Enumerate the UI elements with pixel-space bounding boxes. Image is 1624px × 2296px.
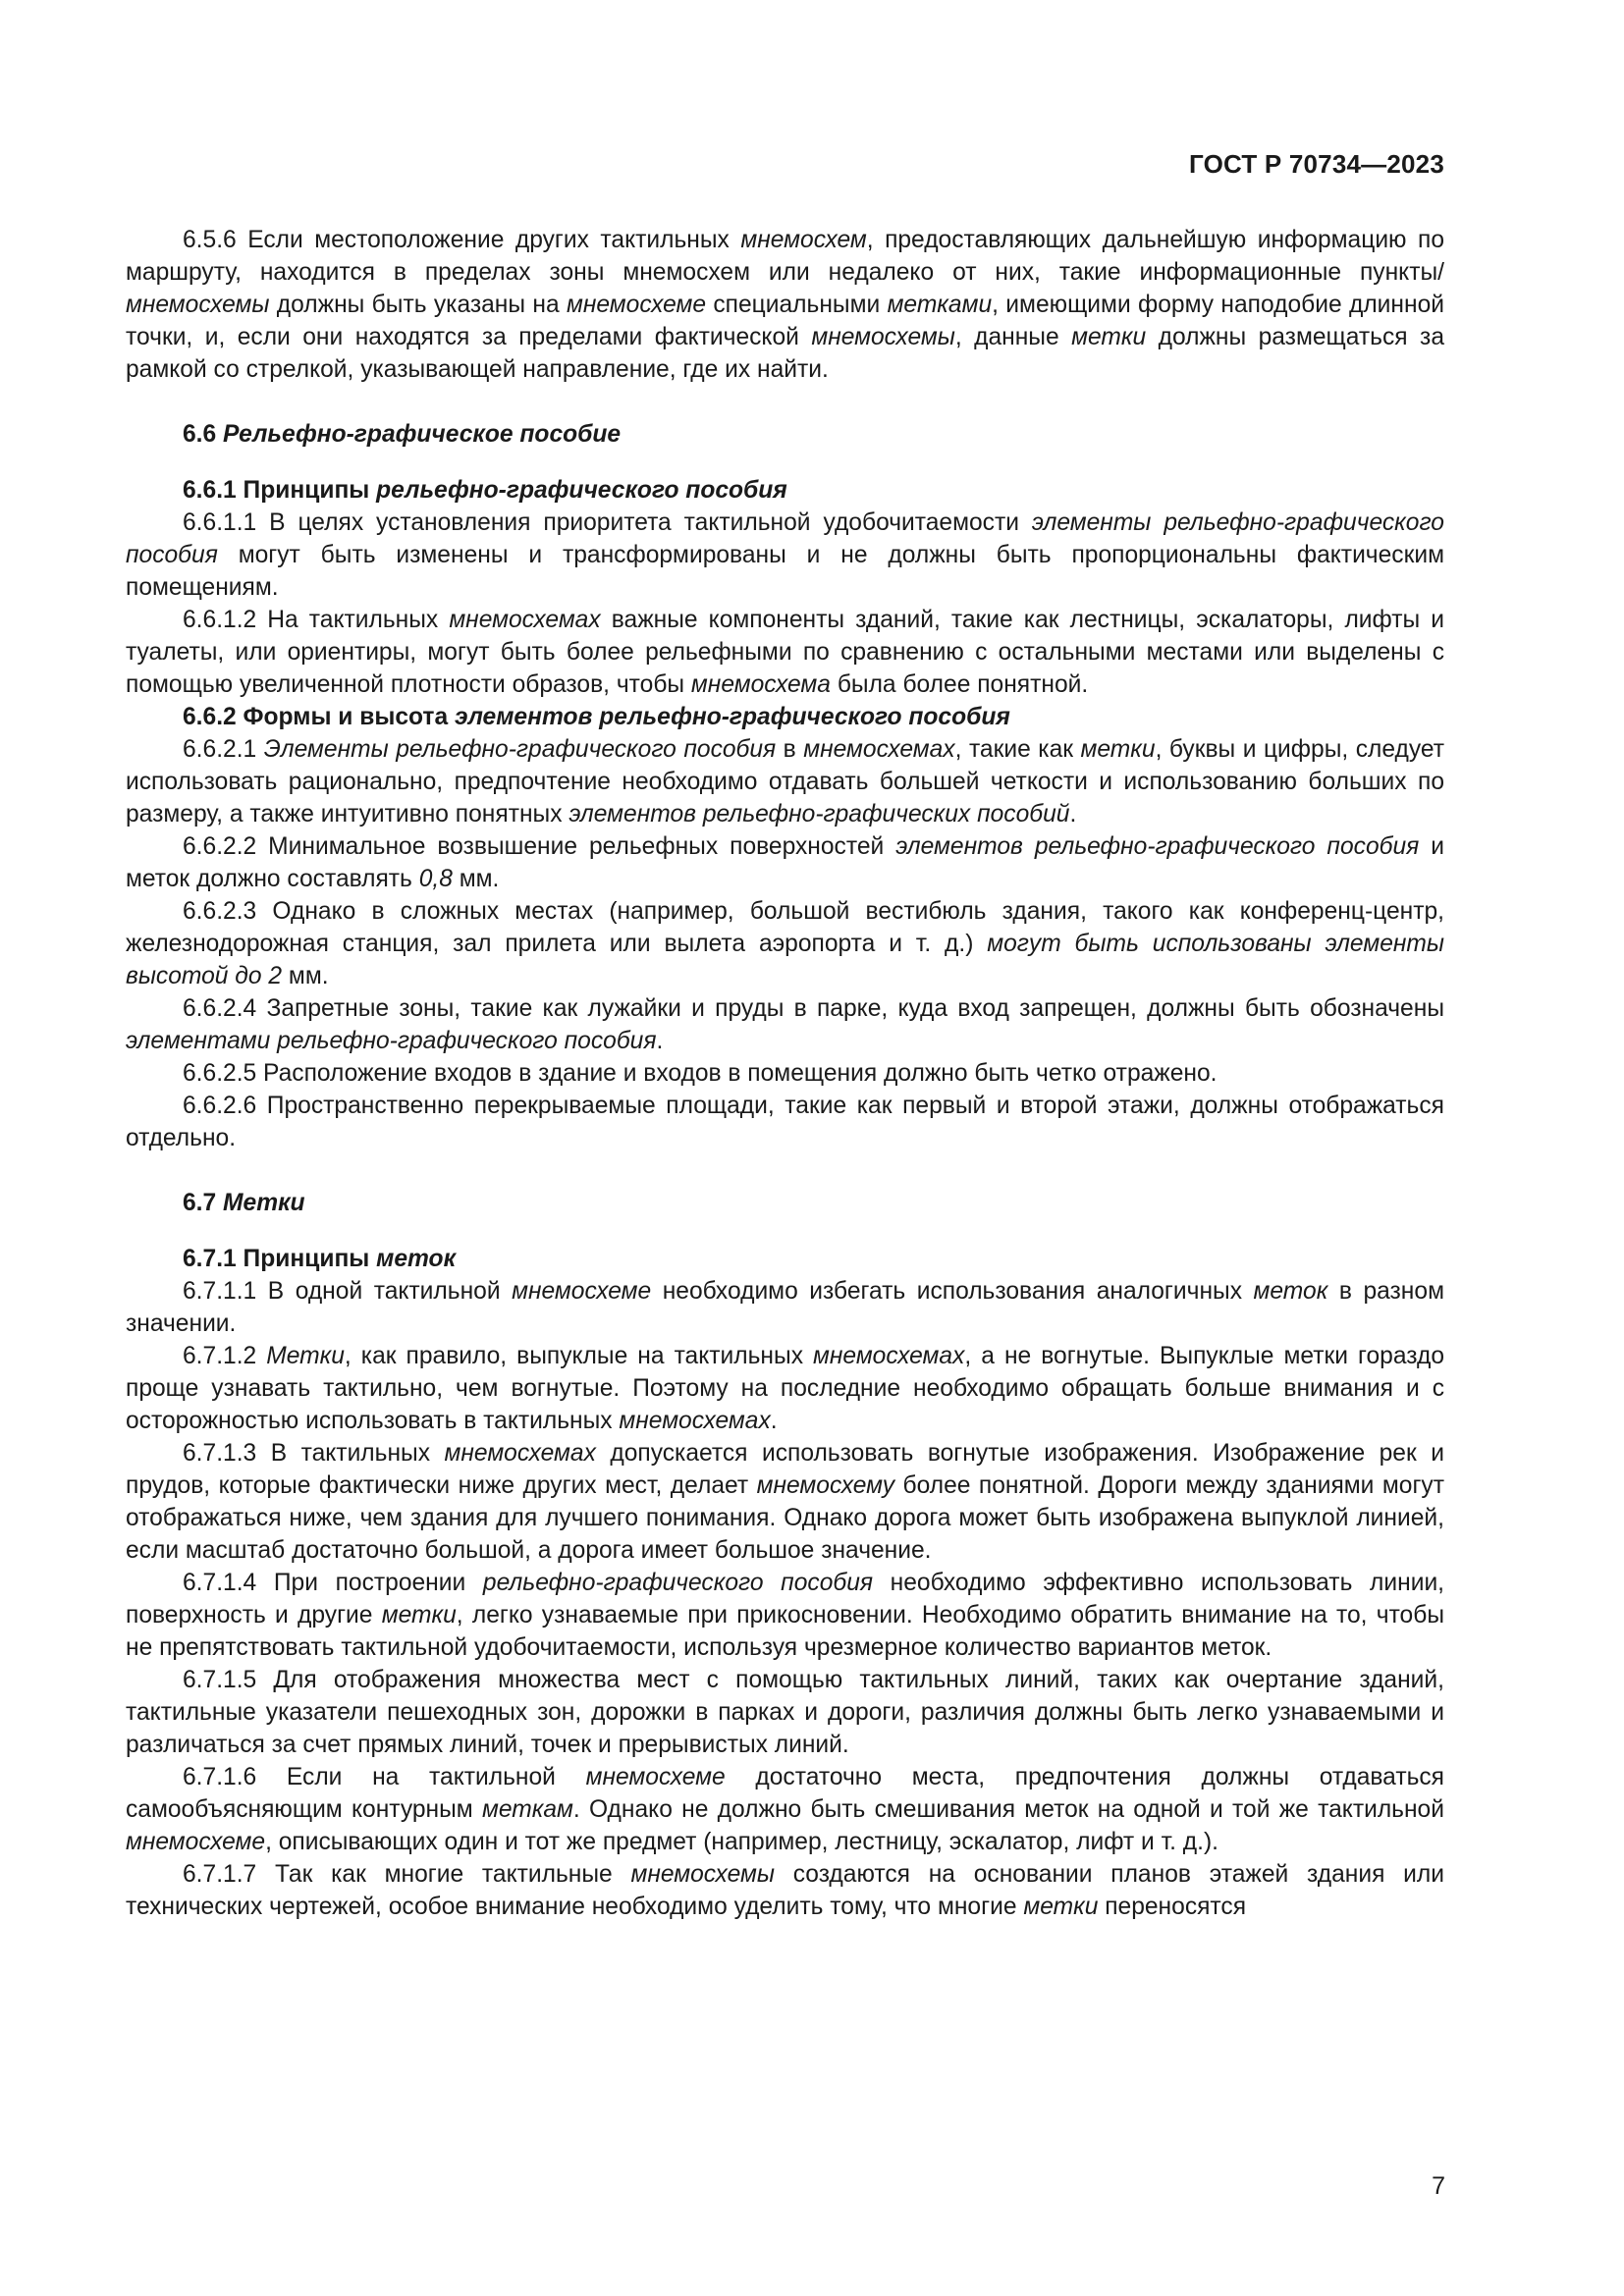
- paragraph-6-6-2-4: 6.6.2.4 Запретные зоны, такие как лужайки и пруды в парке, куда вход запрещен, должны быть обозначены элементами рельефно-графического пособия.: [126, 995, 1444, 1054]
- paragraph-6-7-1-6: 6.7.1.6 Если на тактильной мнемосхеме достаточно места, предпочтения должны отдаваться самообъясняющим контурным меткам. Однако не должно быть смешивания меток на одной и той же тактильной мнемосхеме, описывающих один и тот же предмет (например, лестницу, эскалатор, лифт и т. д.).: [126, 1764, 1445, 1855]
- paragraph-6-7-1-2: 6.7.1.2 Метки, как правило, выпуклые на тактильных мнемосхемах, а не вогнутые. Выпуклые метки гораздо проще узнавать тактильно, чем вогнутые. Поэтому на последние необходимо обращать больше внимания и с осторожностью использовать в тактильных мнемосхемах.: [126, 1343, 1444, 1434]
- document-body: [126, 224, 1444, 1923]
- subsection-heading-6-6-1: 6.6.1 Принципы рельефно-графического пособия: [183, 477, 787, 504]
- paragraph-6-7-1-1: 6.7.1.1 В одной тактильной мнемосхеме необходимо избегать использования аналогичных меток в разном значении.: [126, 1278, 1444, 1337]
- page-number: 7: [1432, 2172, 1445, 2200]
- paragraph-6-6-2-5: 6.6.2.5 Расположение входов в здание и входов в помещения должно быть четко отражено.: [183, 1060, 1218, 1087]
- paragraph-6-6-2-2: 6.6.2.2 Минимальное возвышение рельефных поверхностей элементов рельефно-графического пособия и меток должно составлять 0,8 мм.: [126, 833, 1444, 892]
- subsection-heading-6-7-1: 6.7.1 Принципы меток: [183, 1246, 457, 1272]
- paragraph-6-6-2-3: 6.6.2.3 Однако в сложных местах (например, большой вестибюль здания, такого как конференц-центр, железнодорожная станция, зал прилета или вылета аэропорта и т. д.) могут быть использованы элементы высотой до 2 мм.: [126, 898, 1444, 989]
- paragraph-6-6-1-1: 6.6.1.1 В целях установления приоритета тактильной удобочитаемости элементы рельефно-графического пособия могут быть изменены и трансформированы и не должны быть пропорциональны фактическим помещениям.: [126, 509, 1444, 601]
- subsection-heading-6-6-2: 6.6.2 Формы и высота элементов рельефно-графического пособия: [183, 704, 1010, 730]
- paragraph-6-6-2-6: 6.6.2.6 Пространственно перекрываемые площади, такие как первый и второй этажи, должны отображаться отдельно.: [126, 1093, 1444, 1151]
- paragraph-6-7-1-4: 6.7.1.4 При построении рельефно-графического пособия необходимо эффективно использовать линии, поверхность и другие метки, легко узнаваемые при прикосновении. Необходимо обратить внимание на то, чтобы не препятствовать тактильной удобочитаемости, используя чрезмерное количество вариантов меток.: [126, 1570, 1445, 1661]
- paragraph-6-5-6: 6.5.6 Если местоположение других тактильных мнемосхем, предоставляющих дальнейшую информацию по маршруту, находится в пределах зоны мнемосхем или недалеко от них, такие информационные пункты/мнемосхемы должны быть указаны на мнемосхеме специальными метками, имеющими форму наподобие длинной точки, и, если они находятся за пределами фактической мнемосхемы, данные метки должны размещаться за рамкой со стрелкой, указывающей направление, где их найти.: [126, 227, 1445, 383]
- paragraph-6-6-2-1: 6.6.2.1 Элементы рельефно-графического пособия в мнемосхемах, такие как метки, буквы и цифры, следует использовать рационально, предпочтение необходимо отдавать большей четкости и использованию больших по размеру, а также интуитивно понятных элементов рельефно-графических пособий.: [126, 736, 1444, 828]
- section-heading-6-6: 6.6 Рельефно-графическое пособие: [183, 421, 622, 448]
- paragraph-6-6-1-2: 6.6.1.2 На тактильных мнемосхемах важные компоненты зданий, такие как лестницы, эскалаторы, лифты и туалеты, или ориентиры, могут быть более рельефными по сравнению с остальными местами или выделены с помощью увеличенной плотности образов, чтобы мнемосхема была более понятной.: [126, 607, 1444, 698]
- section-heading-6-7: 6.7 Метки: [183, 1190, 305, 1216]
- paragraph-6-7-1-3: 6.7.1.3 В тактильных мнемосхемах допускается использовать вогнутые изображения. Изображение рек и прудов, которые фактически ниже других мест, делает мнемосхему более понятной. Дороги между зданиями могут отображаться ниже, чем здания для лучшего понимания. Однако дорога может быть изображена выпуклой линией, если масштаб достаточно большой, а дорога имеет большое значение.: [126, 1440, 1444, 1564]
- paragraph-6-7-1-7: 6.7.1.7 Так как многие тактильные мнемосхемы создаются на основании планов этажей здания или технических чертежей, особое внимание необходимо уделить тому, что многие метки переносятся: [126, 1861, 1444, 1920]
- paragraph-6-7-1-5: 6.7.1.5 Для отображения множества мест с помощью тактильных линий, таких как очертание зданий, тактильные указатели пешеходных зон, дорожки в парках и дороги, различия должны быть легко узнаваемыми и различаться за счет прямых линий, точек и прерывистых линий.: [126, 1667, 1444, 1758]
- document-header: ГОСТ Р 70734—2023: [1189, 149, 1444, 179]
